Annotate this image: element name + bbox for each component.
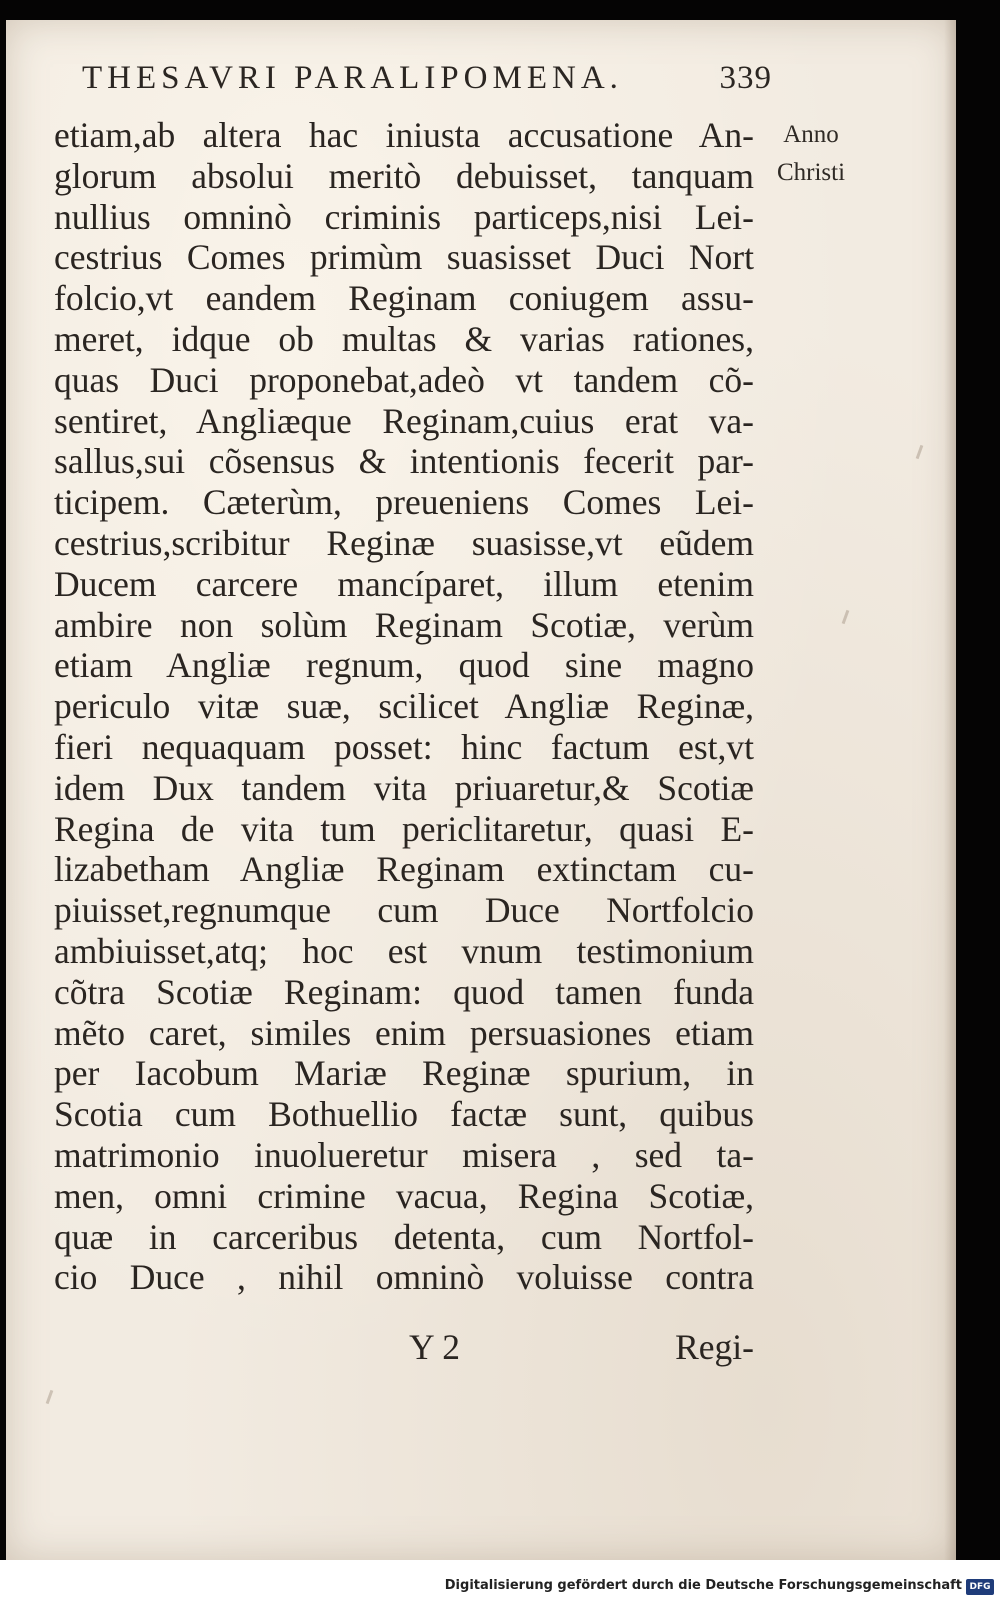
page-number: 339 [719,60,772,96]
text-line: glorum absolui meritò debuisset, tanquam [54,155,754,196]
text-line: meret, idque ob multas & varias rationes, [54,318,754,359]
marginal-note [756,116,866,192]
text-line: periculo vitæ suæ, scilicet Angliæ Reginæ, [54,686,754,727]
marginal-note-line: Christi [776,159,846,186]
signature-mark: Y 2 [409,1327,460,1367]
text-line: lizabetham Angliæ Reginam extinctam cu- [54,849,754,890]
marginal-note-line: Anno [783,121,839,148]
catchword: Regi- [675,1327,754,1367]
text-line: per Iacobum Mariæ Reginæ spurium, in [54,1053,754,1094]
text-line: Regina de vita tum periclitaretur, quasi E- [54,808,754,849]
text-line: ticipem. Cæterùm, preueniens Comes Lei- [54,482,754,523]
text-line: nullius omninò criminis particeps,nisi Lei- [54,196,754,237]
text-line: etiam Angliæ regnum, quod sine magno [54,645,754,686]
text-line: Scotia cum Bothuellio factæ sunt, quibus [54,1094,754,1135]
text-line: quæ in carceribus detenta, cum Nortfol- [54,1216,754,1257]
text-line: cestrius,scribitur Reginæ suasisse,vt eũdem [54,522,754,563]
running-head-title: THESAVRI PARALIPOMENA. [82,60,623,96]
paper-mark [46,1390,54,1404]
book-page [6,20,956,1560]
dfg-logo-icon: DFG [966,1579,994,1595]
body-text [54,115,754,1298]
text-line: matrimonio inuolueretur misera , sed ta- [54,1134,754,1175]
text-line: mẽto caret, similes enim persuasiones etiam [54,1012,754,1053]
text-line: ambire non solùm Reginam Scotiæ, verùm [54,604,754,645]
paper-mark [842,610,850,624]
text-line: sentiret, Angliæque Reginam,cuius erat va- [54,400,754,441]
text-line: Ducem carcere mancíparet, illum etenim [54,563,754,604]
text-line: folcio,vt eandem Reginam coniugem assu- [54,278,754,319]
funding-credit: Digitalisierung gefördert durch die Deutsche Forschungsgemeinschaft [444,1578,962,1593]
text-line: men, omni crimine vacua, Regina Scotiæ, [54,1175,754,1216]
page-edge-shadow [944,20,956,1560]
running-head [82,60,772,97]
text-line: cõtra Scotiæ Reginam: quod tamen funda [54,971,754,1012]
text-line: sallus,sui cõsensus & intentionis fecerit par- [54,441,754,482]
text-line: piuisset,regnumque cum Duce Nortfolcio [54,890,754,931]
signature-line [54,1326,754,1370]
text-line: ambiuisset,atq; hoc est vnum testimonium [54,930,754,971]
text-line: quas Duci proponebat,adeò vt tandem cõ- [54,359,754,400]
footer-bar [0,1560,1000,1603]
text-line: cestrius Comes primùm suasisset Duci Nort [54,237,754,278]
paper-mark [916,445,924,459]
text-line: idem Dux tandem vita priuaretur,& Scotiæ [54,767,754,808]
text-line: etiam,ab altera hac iniusta accusatione An- [54,115,754,155]
text-line: cio Duce , nihil omninò voluisse contra [54,1257,754,1298]
text-line: fieri nequaquam posset: hinc factum est,vt [54,726,754,767]
